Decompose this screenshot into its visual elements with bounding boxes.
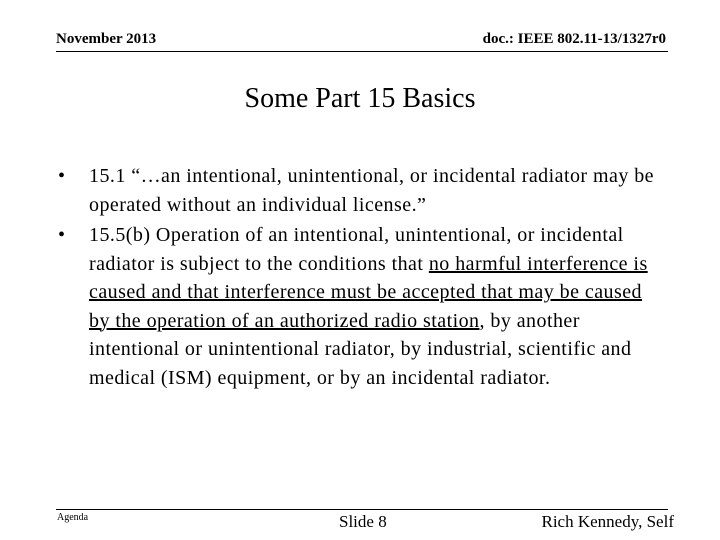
footer-divider <box>56 509 668 510</box>
bullet-marker: • <box>58 165 66 187</box>
bullet-list <box>58 162 658 394</box>
header-divider <box>56 51 668 52</box>
footer-slide-number: Slide 8 <box>339 512 387 531</box>
bullet-item-1 <box>58 162 658 219</box>
bullet-text-post: , by another intentional or unintentional radiator, by industrial, scientific and medical (ISM) equipment, or by an incidental radiator. <box>89 309 632 389</box>
bullet-text-pre: 15.5(b) Operation of an intentional, unintentional, or incidental radiator is subject to the conditions that <box>89 224 624 275</box>
bullet-text-underlined: no harmful interference is caused and that interference must be accepted that may be caused by the operation of an authorized radio station <box>89 252 648 332</box>
footer-agenda-label: Agenda <box>57 512 89 523</box>
bullet-marker: • <box>58 224 66 246</box>
footer-author: Rich Kennedy, Self <box>541 512 674 531</box>
slide-title: Some Part 15 Basics <box>244 83 476 114</box>
bullet-text: 15.1 “…an intentional, unintentional, or incidental radiator may be operated without an individual license.” <box>89 165 654 216</box>
header-date: November 2013 <box>56 31 157 47</box>
bullet-item-2 <box>58 221 658 392</box>
header-doc-id: doc.: IEEE 802.11-13/1327r0 <box>482 31 666 47</box>
